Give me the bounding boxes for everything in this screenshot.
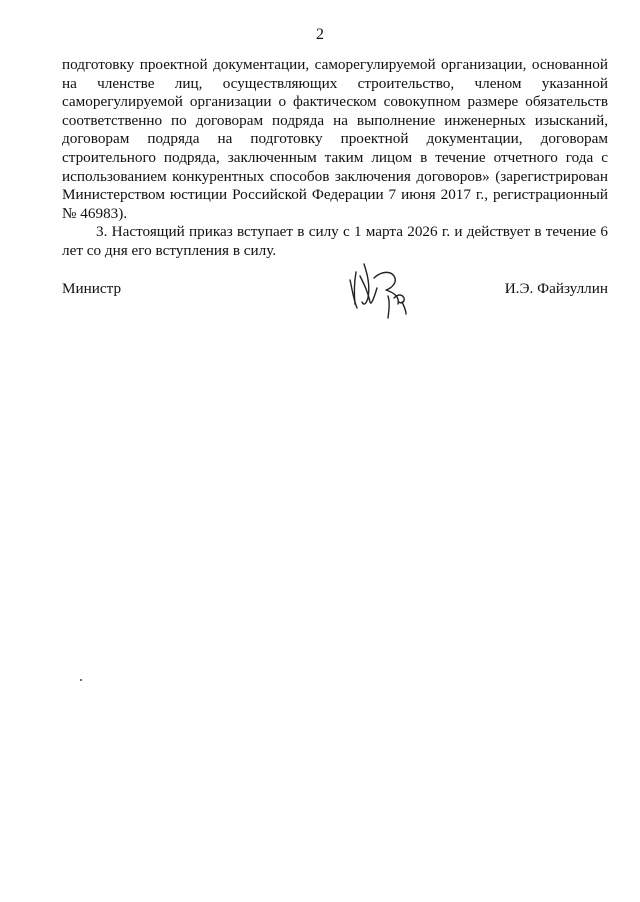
signature-icon xyxy=(344,258,416,328)
signatory-name: И.Э. Файзуллин xyxy=(504,280,608,297)
signature-row xyxy=(62,280,608,304)
scan-speck xyxy=(80,679,82,681)
paragraph-item-3: 3. Настоящий приказ вступает в силу с 1 марта 2026 г. и действует в течение 6 лет со дня его вступления в силу. xyxy=(62,223,608,259)
paragraph-continuation: подготовку проектной документации, саморегулируемой организации, основанной на членстве лиц, осуществляющих строительство, членом указанной саморегулируемой организации о фактическом совокупном размере обязательств соответственно по договорам подряда на выполнение инженерных изысканий, договорам подряда на подготовку проектной документации, договорам строительного подряда, заключенным таким лицом в течение отчетного года с использованием конкурентных способов заключения договоров» (зарегистрирован Министерством юстиции Российской Федерации 7 июня 2017 г., регистрационный № 46983). xyxy=(62,56,608,222)
document-body xyxy=(62,56,608,261)
page-number: 2 xyxy=(316,26,324,43)
signatory-role: Министр xyxy=(62,280,122,297)
